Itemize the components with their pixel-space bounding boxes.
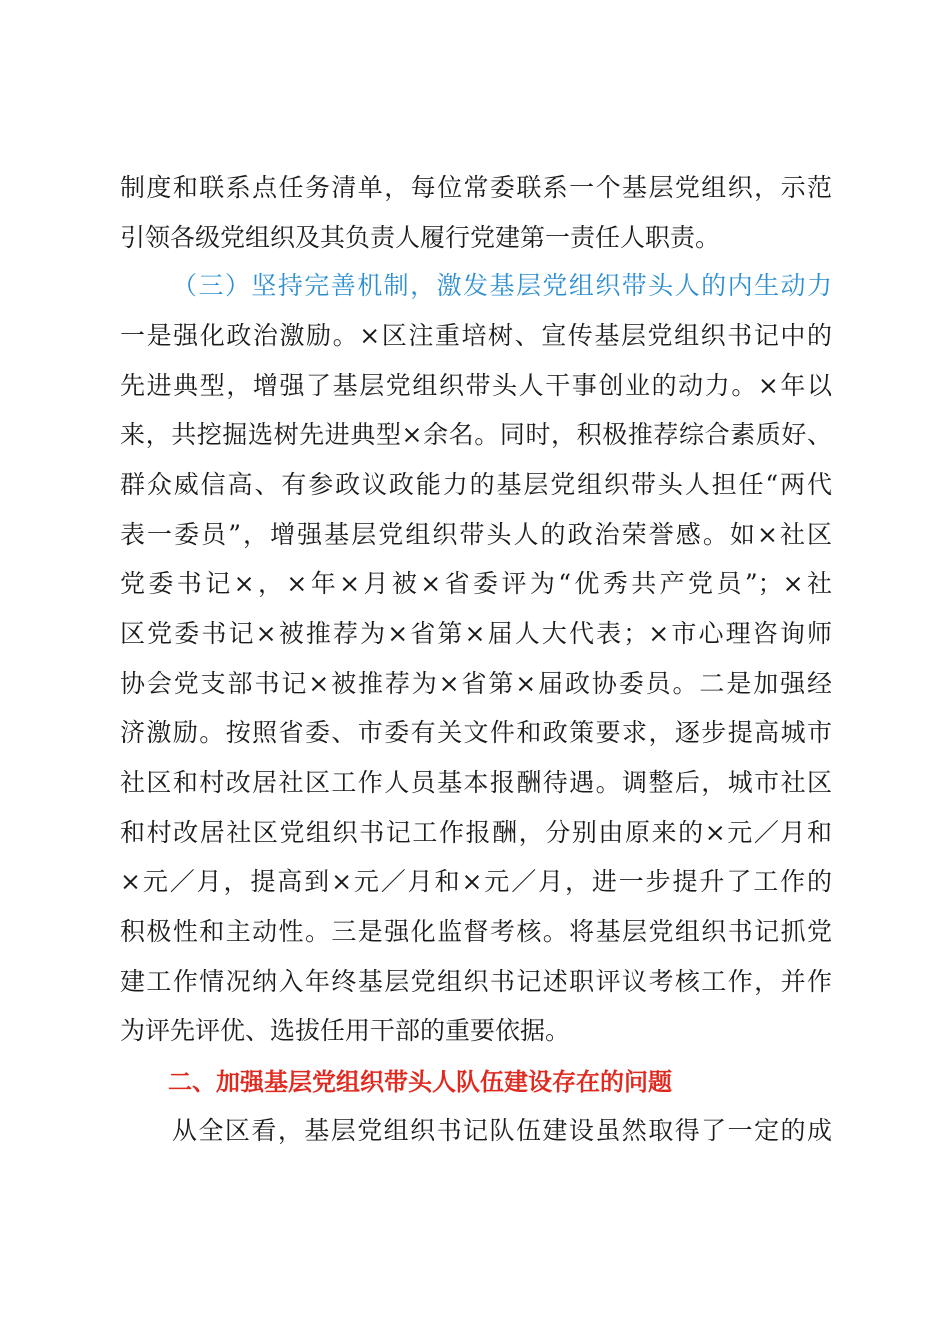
paragraph-line: 表一委员”，增强基层党组织带头人的政治荣誉感。如×社区: [120, 520, 832, 549]
paragraph-line: 党委书记×，×年×月被×省委评为“优秀共产党员”；×社: [120, 569, 832, 598]
paragraph-line: ×元／月，提高到×元／月和×元／月，进一步提升了工作的: [120, 867, 832, 896]
paragraph-line: 和村改居社区党组织书记工作报酬，分别由原来的×元／月和: [120, 818, 832, 847]
paragraph-line: 积极性和主动性。三是强化监督考核。将基层党组织书记抓党: [120, 917, 832, 946]
paragraph-line: 社区和村改居社区工作人员基本报酬待遇。调整后，城市社区: [120, 768, 832, 797]
paragraph-line: 来，共挖掘选树先进典型×余名。同时，积极推荐综合素质好、: [120, 420, 832, 449]
paragraph-line: 从全区看，基层党组织书记队伍建设虽然取得了一定的成: [172, 1116, 832, 1145]
paragraph-line: 群众威信高、有参政议政能力的基层党组织带头人担任“两代: [120, 470, 832, 499]
paragraph-line: 协会党支部书记×被推荐为×省第×届政协委员。二是加强经: [120, 669, 832, 698]
paragraph-line: 制度和联系点任务清单，每位常委联系一个基层党组织，示范: [120, 173, 832, 202]
paragraph-line: 区党委书记×被推荐为×省第×届人大代表；×市心理咨询师: [120, 619, 832, 648]
paragraph-line: 一是强化政治激励。×区注重培树、宣传基层党组织书记中的: [120, 321, 832, 350]
paragraph-line: 引领各级党组织及其负责人履行党建第一责任人职责。: [120, 223, 721, 252]
subheading: （三）坚持完善机制，激发基层党组织带头人的内生动力: [172, 271, 832, 300]
section-heading: 二、加强基层党组织带头人队伍建设存在的问题: [168, 1068, 672, 1096]
paragraph-line: 先进典型，增强了基层党组织带头人干事创业的动力。×年以: [120, 371, 832, 400]
paragraph-line: 为评先评优、选拔任用干部的重要依据。: [120, 1016, 571, 1045]
paragraph-line: 建工作情况纳入年终基层党组织书记述职评议考核工作，并作: [120, 967, 832, 996]
paragraph-line: 济激励。按照省委、市委有关文件和政策要求，逐步提高城市: [120, 718, 832, 747]
